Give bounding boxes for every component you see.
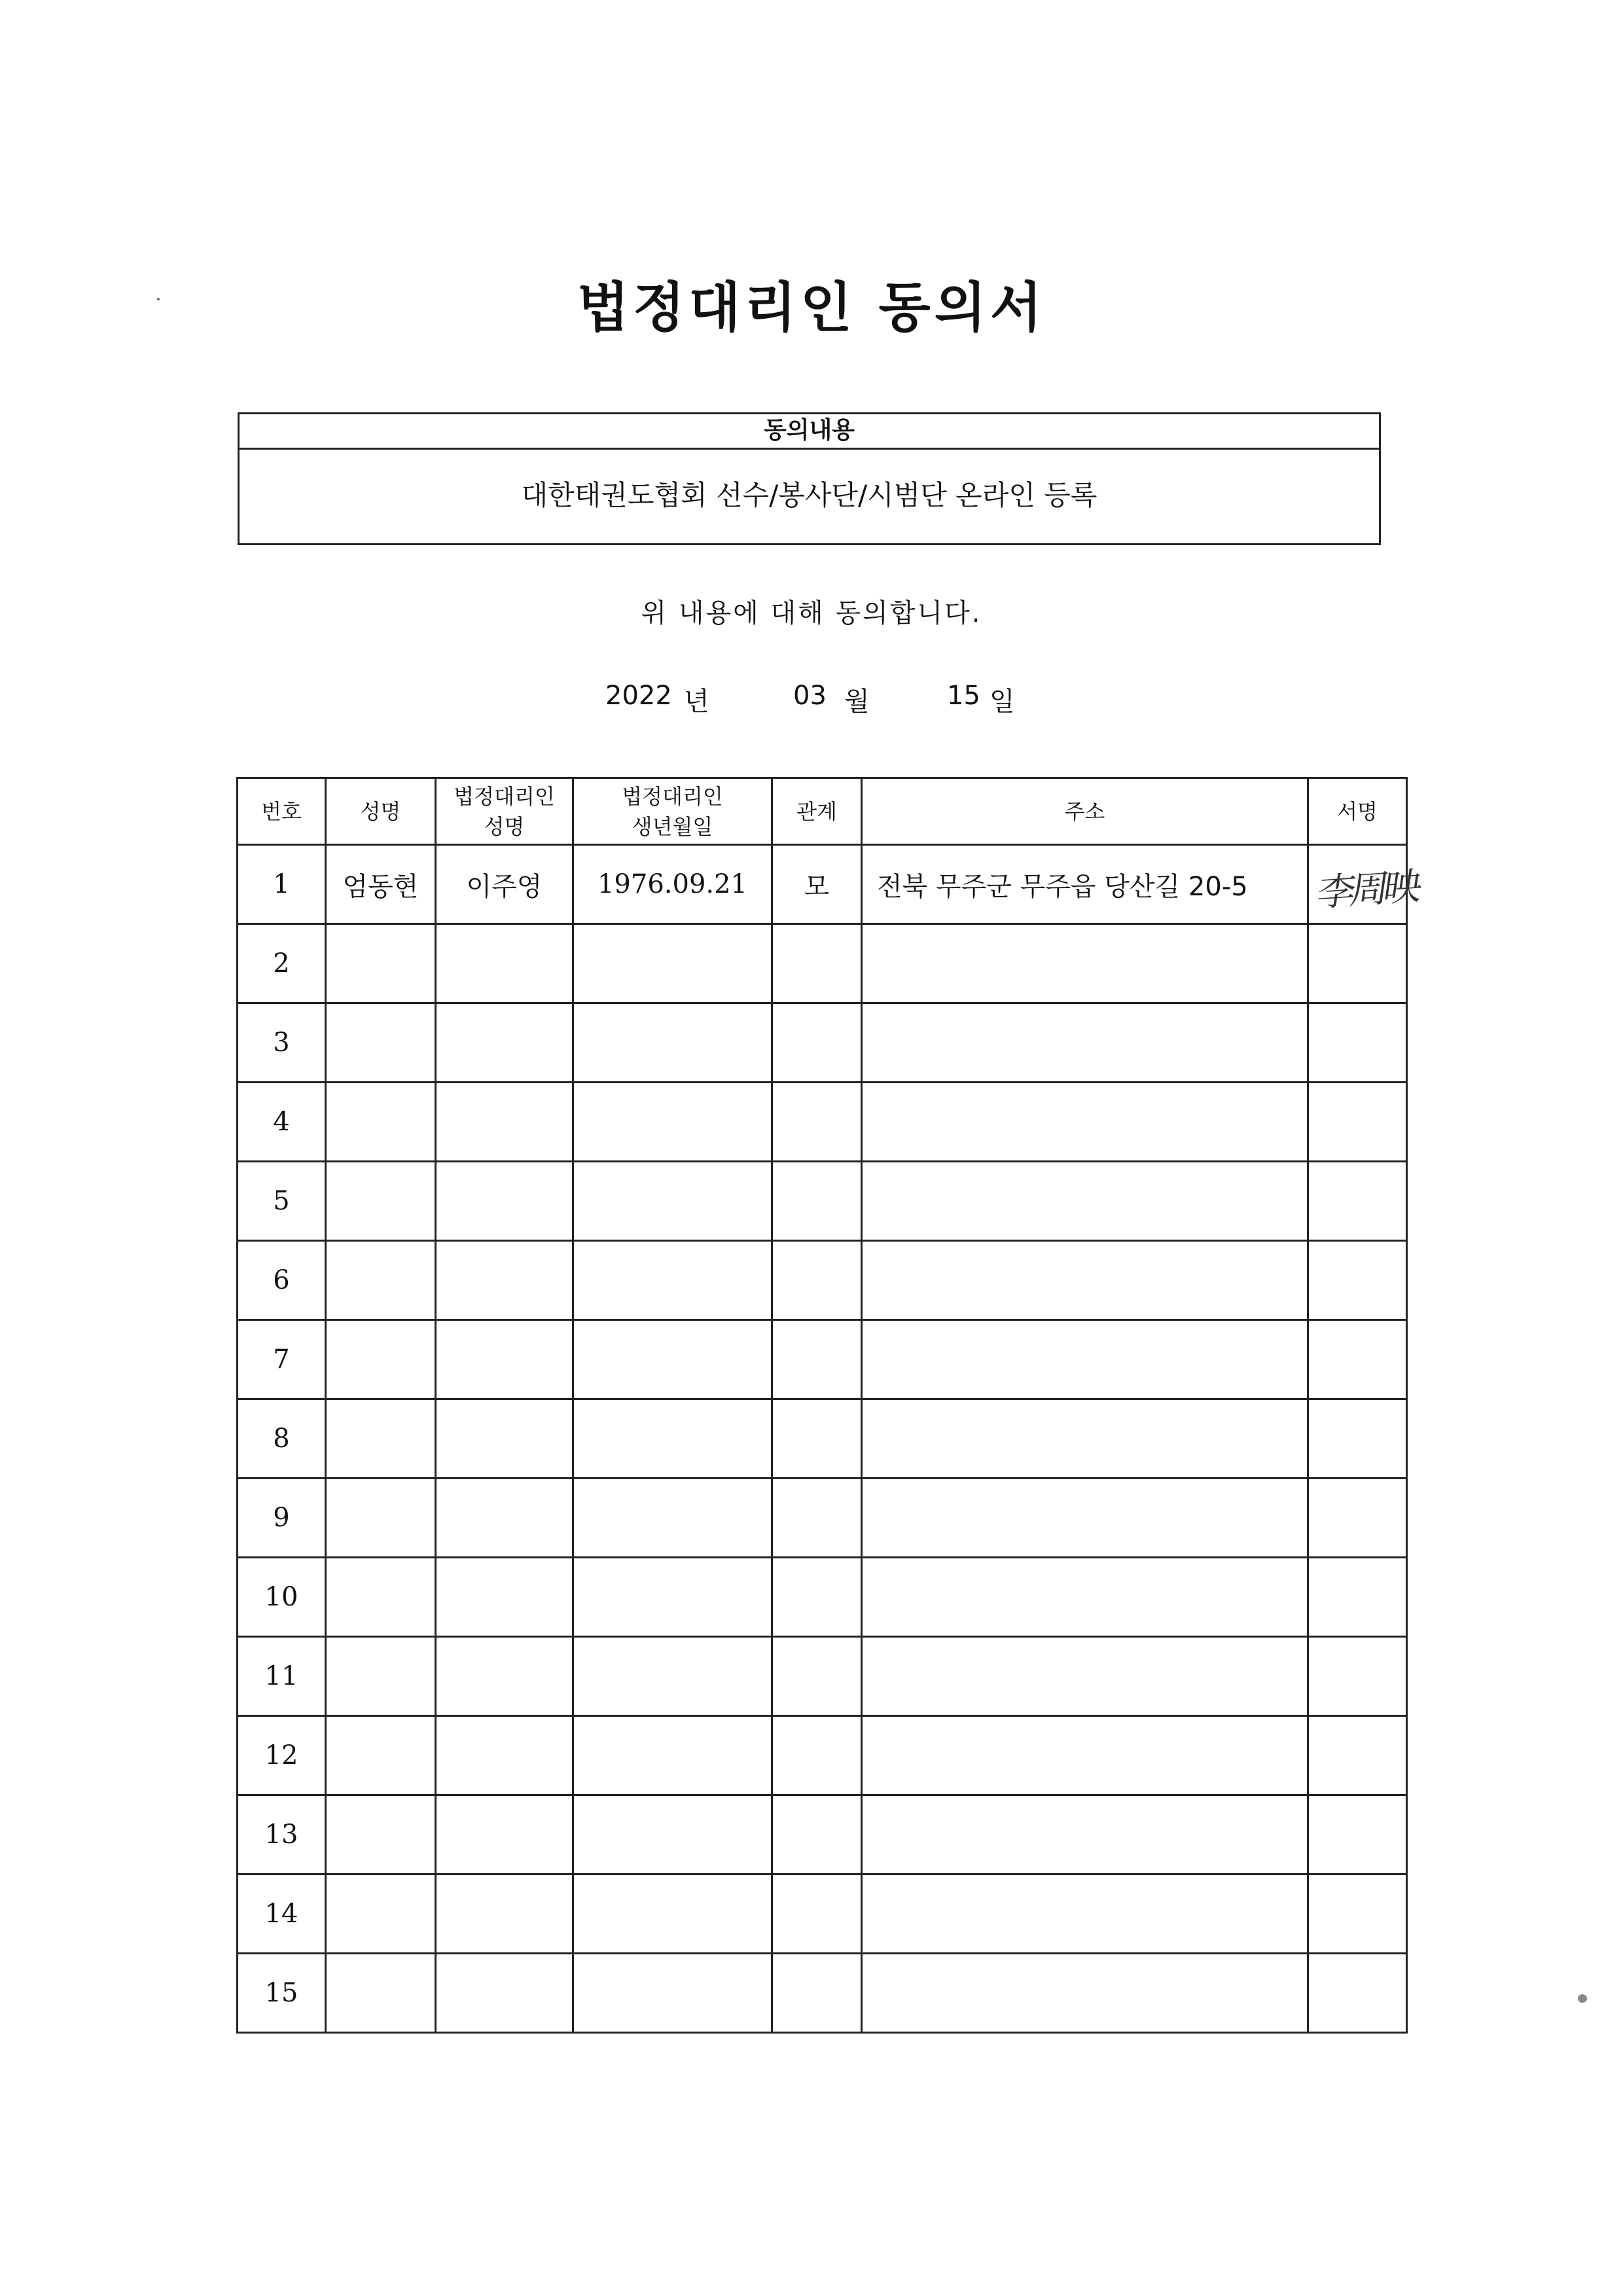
header-guardian-birth (573, 778, 772, 845)
cell-guardian-birth (573, 1241, 772, 1320)
cell-name (326, 1954, 436, 2033)
header-guardian-birth-line2: 생년월일 (632, 814, 713, 839)
cell-relation (772, 1795, 862, 1874)
cell-guardian-name (436, 1241, 573, 1320)
table-row (238, 1083, 1407, 1162)
cell-name (326, 1162, 436, 1241)
cell-guardian-name (436, 1083, 573, 1162)
cell-guardian-name (436, 1399, 573, 1479)
cell-guardian-birth (573, 1558, 772, 1637)
cell-guardian-birth (573, 1320, 772, 1399)
table-header-row (238, 778, 1407, 845)
cell-name (326, 1083, 436, 1162)
cell-name (326, 1558, 436, 1637)
table-row (238, 1558, 1407, 1637)
date-day: 15 (947, 681, 980, 711)
cell-number: 5 (238, 1162, 326, 1241)
cell-guardian-name (436, 924, 573, 1003)
cell-signature (1308, 1795, 1407, 1874)
header-guardian-name (436, 778, 573, 845)
scan-speck (1578, 1994, 1587, 2003)
cell-number: 1 (238, 845, 326, 924)
cell-address: 전북 무주군 무주읍 당산길 20-5 (862, 845, 1308, 924)
scan-speck (157, 298, 160, 300)
cell-address (862, 1795, 1308, 1874)
cell-guardian-birth (573, 1399, 772, 1479)
cell-name (326, 1874, 436, 1954)
cell-signature (1308, 1954, 1407, 2033)
cell-address (862, 1241, 1308, 1320)
document-title: 법정대리인 동의서 (577, 277, 1046, 339)
cell-guardian-birth (573, 1874, 772, 1954)
cell-name (326, 1479, 436, 1558)
consent-header: 동의내용 (240, 414, 1379, 450)
cell-relation (772, 1320, 862, 1399)
cell-guardian-birth (573, 1954, 772, 2033)
cell-name (326, 1637, 436, 1716)
cell-signature (1308, 1399, 1407, 1479)
cell-name: 엄동현 (326, 845, 436, 924)
cell-relation (772, 1479, 862, 1558)
cell-signature (1308, 1241, 1407, 1320)
header-name: 성명 (326, 778, 436, 845)
cell-guardian-name (436, 1954, 573, 2033)
header-address: 주소 (862, 778, 1308, 845)
header-guardian-name-line1: 법정대리인 (454, 783, 555, 809)
cell-signature (1308, 1637, 1407, 1716)
date-day-unit: 일 (990, 687, 1015, 717)
cell-number: 6 (238, 1241, 326, 1320)
cell-guardian-name (436, 1162, 573, 1241)
cell-relation (772, 1241, 862, 1320)
cell-relation (772, 924, 862, 1003)
cell-guardian-name (436, 1874, 573, 1954)
cell-number: 12 (238, 1716, 326, 1795)
cell-address (862, 1479, 1308, 1558)
cell-guardian-name (436, 1716, 573, 1795)
cell-guardian-birth (573, 1716, 772, 1795)
cell-name (326, 1399, 436, 1479)
cell-guardian-name (436, 1479, 573, 1558)
cell-number: 10 (238, 1558, 326, 1637)
date-month-unit: 월 (844, 687, 870, 717)
header-signature: 서명 (1308, 778, 1407, 845)
cell-name (326, 1795, 436, 1874)
cell-address (862, 1003, 1308, 1083)
cell-address (862, 1874, 1308, 1954)
header-guardian-name-line2: 성명 (484, 814, 525, 839)
table-row (238, 1637, 1407, 1716)
cell-guardian-name (436, 1320, 573, 1399)
cell-number: 7 (238, 1320, 326, 1399)
cell-address (862, 1083, 1308, 1162)
cell-number: 3 (238, 1003, 326, 1083)
table-row (238, 1162, 1407, 1241)
cell-guardian-name (436, 1637, 573, 1716)
cell-address (862, 1954, 1308, 2033)
cell-relation (772, 1716, 862, 1795)
cell-address (862, 1558, 1308, 1637)
cell-number: 9 (238, 1479, 326, 1558)
table-row (238, 1241, 1407, 1320)
cell-address (862, 1162, 1308, 1241)
table-row (238, 1795, 1407, 1874)
cell-relation (772, 1637, 862, 1716)
cell-name (326, 1003, 436, 1083)
cell-address (862, 1637, 1308, 1716)
cell-signature (1308, 1558, 1407, 1637)
guardian-table (236, 777, 1420, 2034)
cell-signature (1308, 845, 1420, 924)
cell-guardian-birth (573, 1003, 772, 1083)
date-year-unit: 년 (684, 687, 709, 717)
date-year: 2022 (605, 681, 672, 711)
cell-guardian-name (436, 1003, 573, 1083)
table-row (238, 1320, 1407, 1399)
cell-signature (1308, 1003, 1407, 1083)
cell-relation (772, 1003, 862, 1083)
cell-relation (772, 1558, 862, 1637)
cell-guardian-name (436, 1558, 573, 1637)
cell-signature (1308, 1320, 1407, 1399)
cell-address (862, 1320, 1308, 1399)
cell-guardian-birth (573, 1795, 772, 1874)
header-number: 번호 (238, 778, 326, 845)
cell-number: 13 (238, 1795, 326, 1874)
cell-name (326, 1716, 436, 1795)
cell-signature (1308, 1716, 1407, 1795)
cell-guardian-birth (573, 924, 772, 1003)
date-month: 03 (793, 681, 827, 711)
table-row (238, 1874, 1407, 1954)
cell-name (326, 1320, 436, 1399)
cell-guardian-name (436, 1795, 573, 1874)
cell-relation (772, 1954, 862, 2033)
cell-guardian-birth (573, 1637, 772, 1716)
cell-signature (1308, 1479, 1407, 1558)
consent-box (238, 412, 1381, 545)
agreement-text: 위 내용에 대해 동의합니다. (641, 598, 982, 628)
handwritten-signature: 李周映 (1314, 863, 1420, 916)
table-row (238, 845, 1407, 924)
cell-relation (772, 1083, 862, 1162)
table-row (238, 1479, 1407, 1558)
table-row (238, 1003, 1407, 1083)
table-row (238, 1954, 1407, 2033)
cell-address (862, 1399, 1308, 1479)
cell-address (862, 1716, 1308, 1795)
cell-number: 4 (238, 1083, 326, 1162)
cell-signature (1308, 1874, 1407, 1954)
cell-signature (1308, 1162, 1407, 1241)
table-row (238, 1399, 1407, 1479)
cell-guardian-birth (573, 1083, 772, 1162)
cell-number: 11 (238, 1637, 326, 1716)
cell-signature (1308, 1083, 1407, 1162)
header-guardian-birth-line1: 법정대리인 (622, 783, 723, 809)
table-row (238, 1716, 1407, 1795)
table-row (238, 924, 1407, 1003)
cell-number: 14 (238, 1874, 326, 1954)
consent-content: 대한태권도협회 선수/봉사단/시범단 온라인 등록 (521, 479, 1097, 511)
cell-number: 2 (238, 924, 326, 1003)
cell-relation (772, 1874, 862, 1954)
cell-signature (1308, 924, 1407, 1003)
cell-address (862, 924, 1308, 1003)
cell-number: 15 (238, 1954, 326, 2033)
cell-relation: 모 (772, 845, 862, 924)
cell-relation (772, 1399, 862, 1479)
cell-name (326, 1241, 436, 1320)
cell-guardian-birth (573, 1479, 772, 1558)
cell-name (326, 924, 436, 1003)
cell-guardian-birth: 1976.09.21 (573, 845, 772, 924)
cell-number: 8 (238, 1399, 326, 1479)
header-relation: 관계 (772, 778, 862, 845)
cell-guardian-name: 이주영 (436, 845, 573, 924)
cell-guardian-birth (573, 1162, 772, 1241)
cell-relation (772, 1162, 862, 1241)
